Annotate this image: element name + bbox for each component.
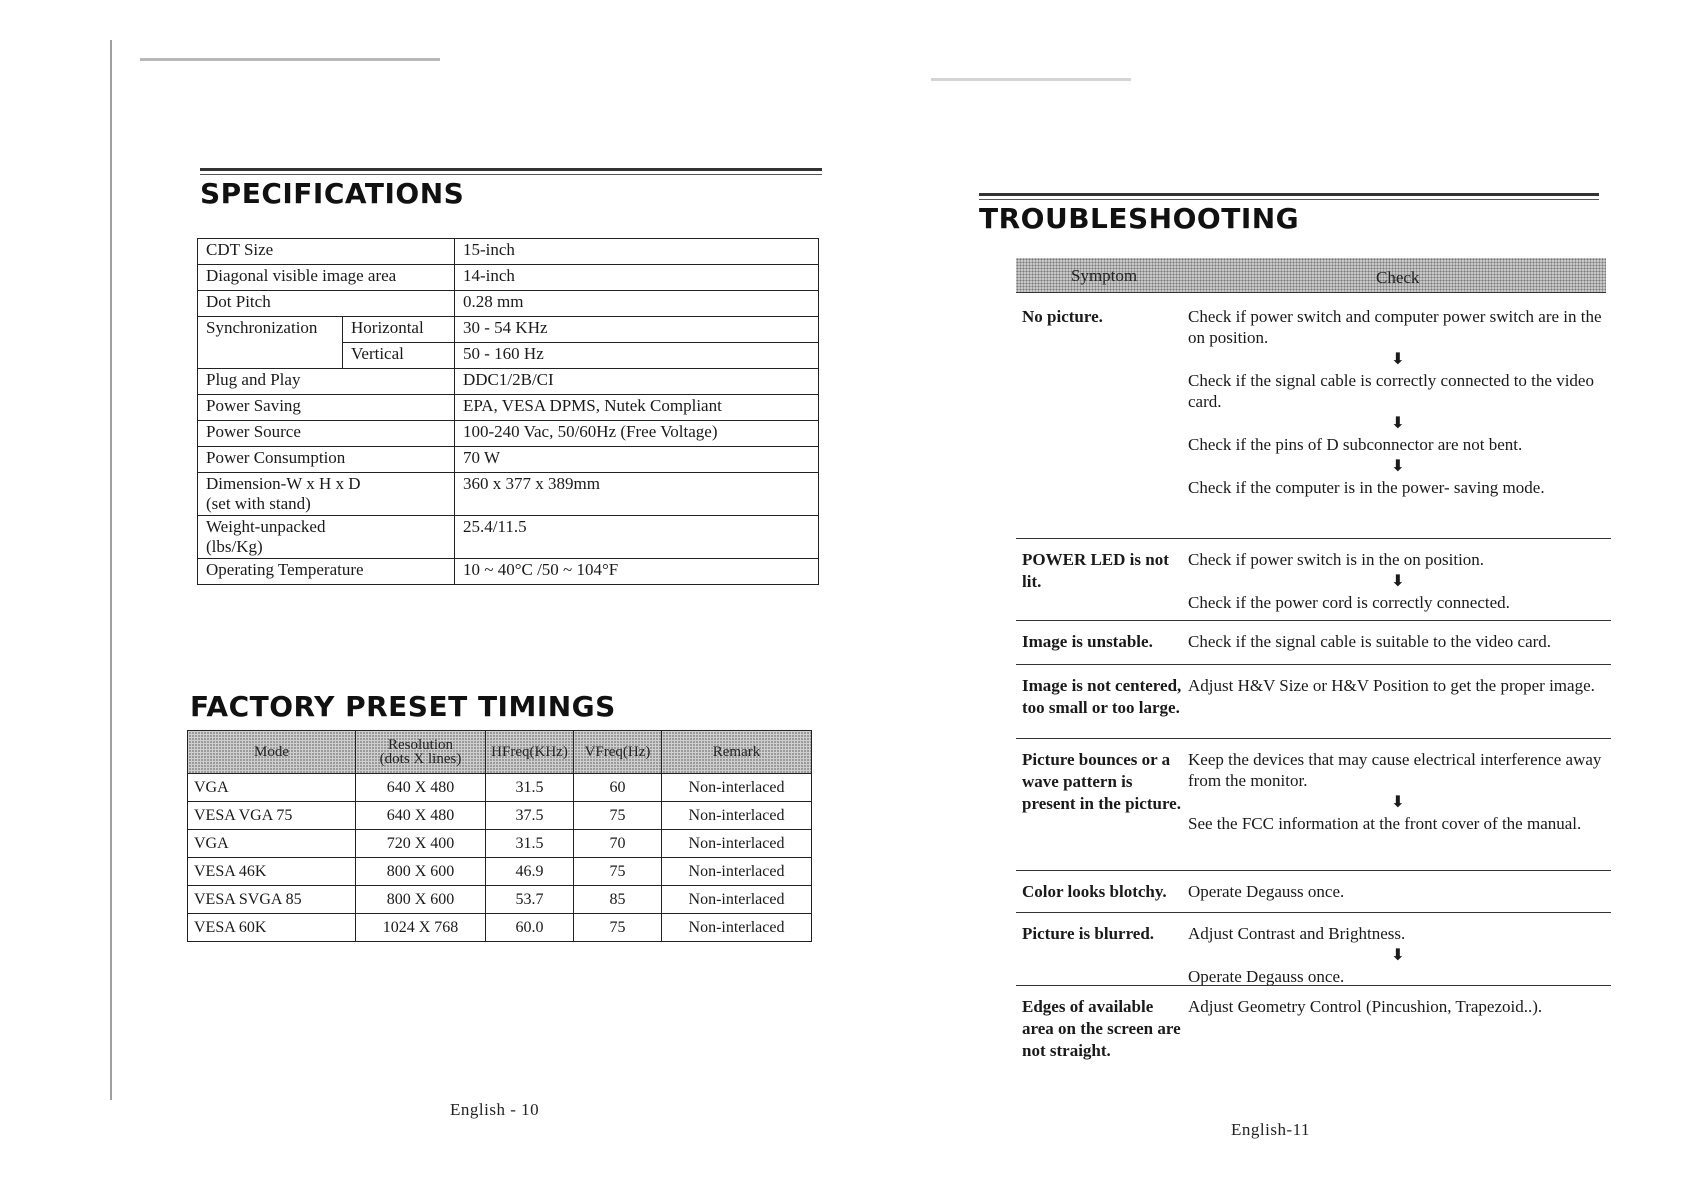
timing-hfreq: 37.5 xyxy=(486,802,574,830)
timing-resolution: 640 X 480 xyxy=(356,802,486,830)
spec-row xyxy=(198,421,819,447)
check-list xyxy=(1188,631,1608,652)
spec-row xyxy=(198,516,819,559)
timing-mode: VESA VGA 75 xyxy=(188,802,356,830)
timing-mode: VESA 60K xyxy=(188,914,356,942)
header-symptom: Symptom xyxy=(1071,266,1138,285)
timing-resolution: 800 X 600 xyxy=(356,858,486,886)
preset-timings-table xyxy=(187,730,812,942)
timing-row xyxy=(188,886,812,914)
check-item: Check if power switch and computer power switch are in the on position. xyxy=(1188,307,1602,347)
troubleshooting-row xyxy=(1016,538,1611,621)
timing-mode: VGA xyxy=(188,830,356,858)
spec-label-text: CDT Size xyxy=(206,240,274,259)
timing-remark: Non-interlaced xyxy=(662,858,812,886)
spec-value: 360 x 377 x 389mm xyxy=(455,473,819,516)
spec-value: 15-inch xyxy=(455,239,819,265)
troubleshooting-row xyxy=(1016,296,1611,538)
timing-mode: VGA xyxy=(188,774,356,802)
symptom-text: Picture bounces or a wave pattern is present in the picture. xyxy=(1022,750,1181,813)
troubleshooting-row xyxy=(1016,870,1611,913)
specifications-table xyxy=(197,238,819,585)
scan-artifact xyxy=(931,78,1131,81)
spec-value: 50 - 160 Hz xyxy=(455,343,819,369)
timing-vfreq: 70 xyxy=(574,830,662,858)
troubleshooting-row xyxy=(1016,912,1611,986)
spec-label-text-line2: (lbs/Kg) xyxy=(206,537,263,556)
timing-row xyxy=(188,830,812,858)
spec-row xyxy=(198,395,819,421)
spec-row xyxy=(198,239,819,265)
spec-sublabel: Vertical xyxy=(343,343,455,369)
timing-resolution: 800 X 600 xyxy=(356,886,486,914)
right-page xyxy=(841,0,1682,1182)
spec-value: 25.4/11.5 xyxy=(455,516,819,559)
spec-label-text: Diagonal visible image area xyxy=(206,266,397,285)
symptom-text: POWER LED is not lit. xyxy=(1022,550,1169,591)
spec-row xyxy=(198,473,819,516)
symptom-text: Image is not centered, too small or too large. xyxy=(1022,676,1182,717)
timing-hfreq: 31.5 xyxy=(486,830,574,858)
timing-mode: VESA SVGA 85 xyxy=(188,886,356,914)
spec-label-text: Dot Pitch xyxy=(206,292,271,311)
check-item: Check if the pins of D subconnector are not bent. xyxy=(1188,435,1523,454)
spec-value: 0.28 mm xyxy=(455,291,819,317)
check-list xyxy=(1188,749,1608,834)
timing-remark: Non-interlaced xyxy=(662,802,812,830)
symptom-text: Picture is blurred. xyxy=(1022,924,1155,943)
spec-label xyxy=(198,516,455,559)
spec-label xyxy=(198,473,455,516)
timing-hfreq: 53.7 xyxy=(486,886,574,914)
check-item: See the FCC information at the front cover of the manual. xyxy=(1188,814,1582,833)
spec-label xyxy=(198,421,455,447)
timing-vfreq: 75 xyxy=(574,914,662,942)
header-hfreq: HFreq(KHz) xyxy=(486,731,574,774)
timing-resolution: 720 X 400 xyxy=(356,830,486,858)
check-list xyxy=(1188,996,1608,1017)
check-item: Adjust H&V Size or H&V Position to get the proper image. xyxy=(1188,676,1595,695)
check-list xyxy=(1188,549,1608,613)
header-resolution-line2: (dots X lines) xyxy=(379,751,462,767)
spec-label xyxy=(198,447,455,473)
check-item: Adjust Geometry Control (Pincushion, Trapezoid..). xyxy=(1188,997,1543,1016)
spec-row xyxy=(198,317,819,343)
check-item: Check if the signal cable is suitable to the video card. xyxy=(1188,632,1552,651)
down-arrow-icon: ⬇ xyxy=(1391,792,1405,811)
spec-label xyxy=(198,265,455,291)
spec-label-text-line2: (set with stand) xyxy=(206,494,311,513)
timing-vfreq: 75 xyxy=(574,802,662,830)
check-list xyxy=(1188,675,1608,696)
timing-row xyxy=(188,802,812,830)
header-vfreq: VFreq(Hz) xyxy=(574,731,662,774)
troubleshooting-row xyxy=(1016,985,1611,1081)
timing-resolution: 1024 X 768 xyxy=(356,914,486,942)
spec-label-text: Operating Temperature xyxy=(206,560,364,579)
check-item: Check if power switch is in the on position. xyxy=(1188,550,1485,569)
troubleshooting-header-bar xyxy=(1016,258,1606,293)
down-arrow-icon: ⬇ xyxy=(1391,413,1405,432)
header-remark: Remark xyxy=(662,731,812,774)
spec-row xyxy=(198,265,819,291)
down-arrow-icon: ⬇ xyxy=(1391,456,1405,475)
heading-rule xyxy=(979,193,1599,200)
check-item: Operate Degauss once. xyxy=(1188,882,1345,901)
spec-value: 70 W xyxy=(455,447,819,473)
timings-heading-block xyxy=(190,688,810,723)
timing-remark: Non-interlaced xyxy=(662,830,812,858)
page-number-left: English - 10 xyxy=(450,1100,540,1119)
scan-artifact xyxy=(140,58,440,61)
check-list xyxy=(1188,306,1608,498)
timing-remark: Non-interlaced xyxy=(662,914,812,942)
spec-label-text: Power Saving xyxy=(206,396,301,415)
header-check: Check xyxy=(1376,268,1420,287)
spec-label-text: Plug and Play xyxy=(206,370,301,389)
check-item: Check if the computer is in the power- saving mode. xyxy=(1188,478,1545,497)
symptom-text: Image is unstable. xyxy=(1022,632,1153,651)
spec-label xyxy=(198,395,455,421)
troubleshooting-row xyxy=(1016,738,1611,871)
timing-vfreq: 60 xyxy=(574,774,662,802)
timing-hfreq: 60.0 xyxy=(486,914,574,942)
symptom-text: Color looks blotchy. xyxy=(1022,882,1167,901)
spec-value: 30 - 54 KHz xyxy=(455,317,819,343)
timing-row xyxy=(188,774,812,802)
check-list xyxy=(1188,923,1608,987)
specifications-title: SPECIFICATIONS xyxy=(200,177,465,210)
spec-label: Synchronization xyxy=(198,317,343,369)
timing-vfreq: 85 xyxy=(574,886,662,914)
spec-label xyxy=(198,559,455,585)
timings-title: FACTORY PRESET TIMINGS xyxy=(190,690,616,723)
check-list xyxy=(1188,881,1608,902)
timing-hfreq: 31.5 xyxy=(486,774,574,802)
timing-resolution: 640 X 480 xyxy=(356,774,486,802)
down-arrow-icon: ⬇ xyxy=(1391,349,1405,368)
page-number-right: English-11 xyxy=(1231,1120,1310,1139)
spec-label-text: Power Consumption xyxy=(206,448,346,467)
troubleshooting-heading-block xyxy=(979,193,1599,235)
check-item: Keep the devices that may cause electrical interference away from the monitor. xyxy=(1188,750,1602,790)
timing-mode: VESA 46K xyxy=(188,858,356,886)
spec-label-text: Dimension-W x H x D xyxy=(206,474,361,493)
spec-row xyxy=(198,291,819,317)
spec-label-text: Weight-unpacked xyxy=(206,517,326,536)
spec-row xyxy=(198,369,819,395)
check-item: Operate Degauss once. xyxy=(1188,967,1345,986)
spec-label xyxy=(198,239,455,265)
check-item: Check if the power cord is correctly connected. xyxy=(1188,593,1510,612)
spec-value: 100-240 Vac, 50/60Hz (Free Voltage) xyxy=(455,421,819,447)
header-mode: Mode xyxy=(188,731,356,774)
spec-label-text: Power Source xyxy=(206,422,301,441)
down-arrow-icon: ⬇ xyxy=(1391,945,1405,964)
symptom-text: Edges of available area on the screen are not straight. xyxy=(1022,997,1181,1060)
specifications-heading-block xyxy=(200,168,822,210)
timings-header-row xyxy=(188,731,812,774)
timing-remark: Non-interlaced xyxy=(662,774,812,802)
binding-edge-line xyxy=(110,40,112,1100)
spec-label xyxy=(198,369,455,395)
timing-remark: Non-interlaced xyxy=(662,886,812,914)
spec-label xyxy=(198,291,455,317)
troubleshooting-row xyxy=(1016,664,1611,739)
spec-value: EPA, VESA DPMS, Nutek Compliant xyxy=(455,395,819,421)
timing-vfreq: 75 xyxy=(574,858,662,886)
spec-sublabel: Horizontal xyxy=(343,317,455,343)
spec-value: 10 ~ 40°C /50 ~ 104°F xyxy=(455,559,819,585)
timing-hfreq: 46.9 xyxy=(486,858,574,886)
troubleshooting-title: TROUBLESHOOTING xyxy=(979,202,1300,235)
troubleshooting-row xyxy=(1016,620,1611,665)
header-resolution xyxy=(356,731,486,774)
down-arrow-icon: ⬇ xyxy=(1391,571,1405,590)
spec-value: 14-inch xyxy=(455,265,819,291)
symptom-text: No picture. xyxy=(1022,307,1103,326)
header-resolution-line1: Resolution xyxy=(387,737,453,753)
timing-row xyxy=(188,858,812,886)
timing-row xyxy=(188,914,812,942)
check-item: Check if the signal cable is correctly connected to the video card. xyxy=(1188,371,1594,411)
spec-row xyxy=(198,447,819,473)
check-item: Adjust Contrast and Brightness. xyxy=(1188,924,1406,943)
spec-row xyxy=(198,559,819,585)
spec-value: DDC1/2B/CI xyxy=(455,369,819,395)
heading-rule xyxy=(200,168,822,175)
